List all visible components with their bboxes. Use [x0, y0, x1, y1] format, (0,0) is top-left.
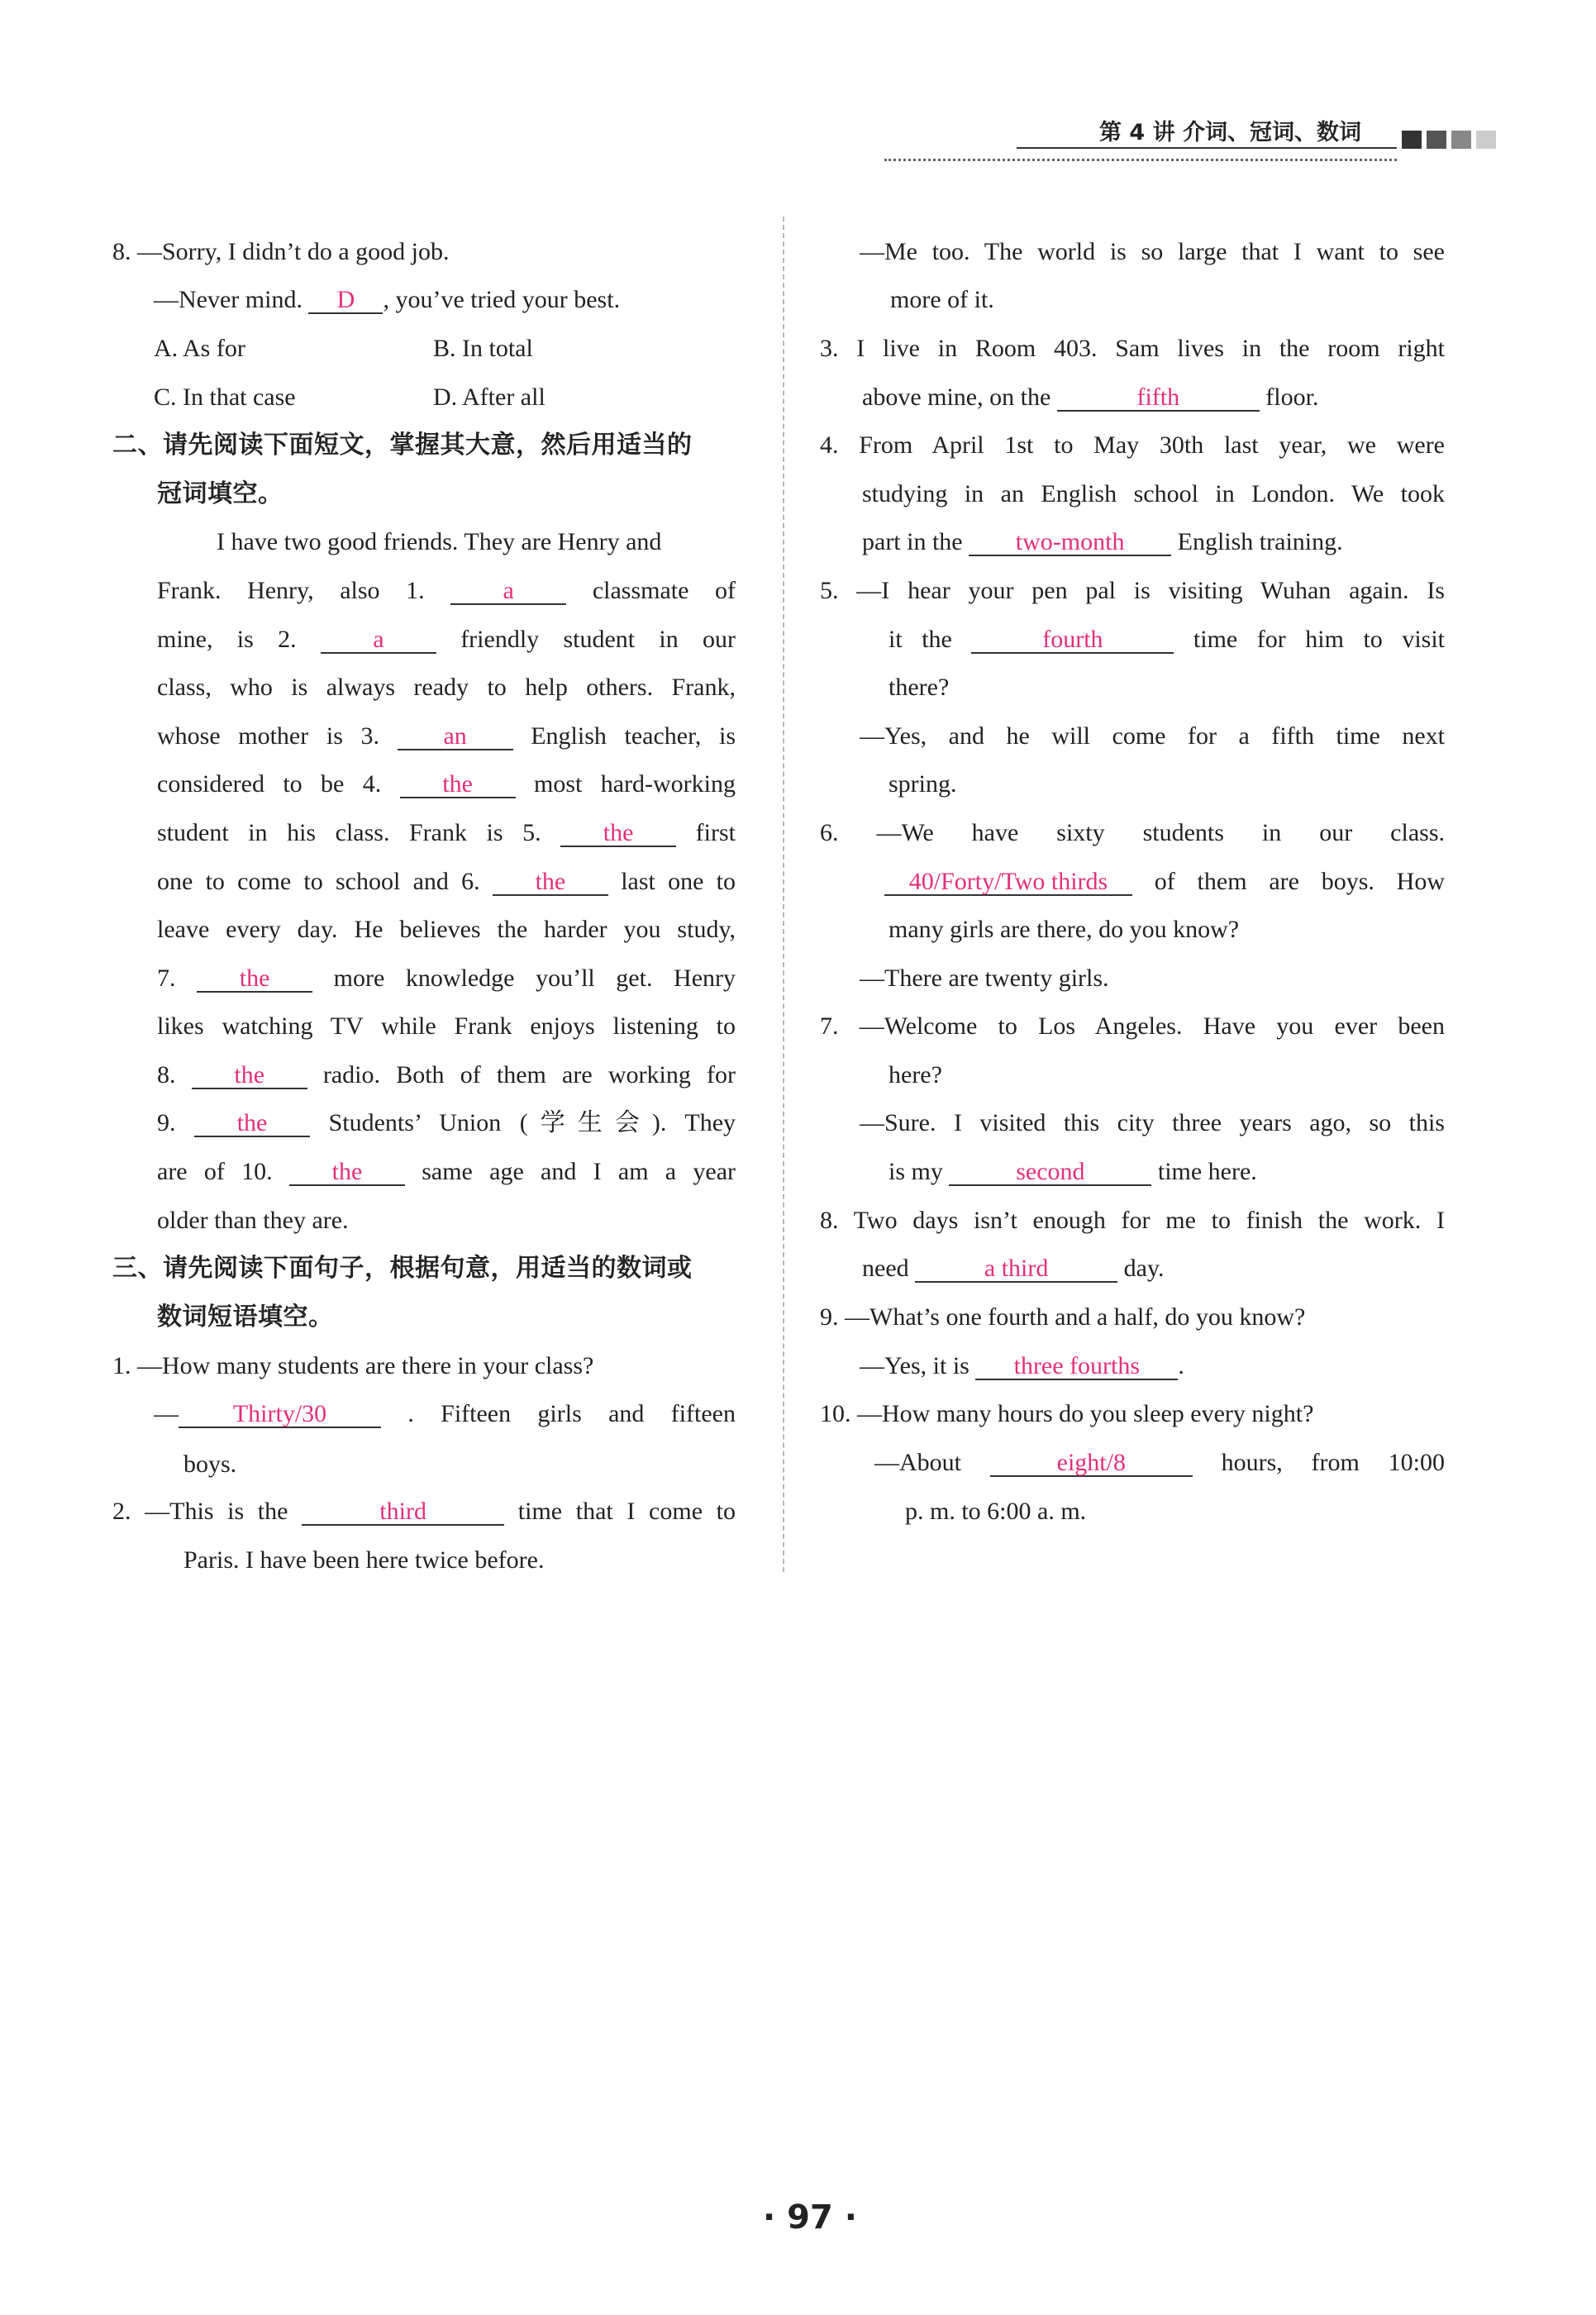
q8r-answer-blank[interactable]: a third	[915, 1256, 1117, 1283]
r-text: —Sure. I visited this city three years ago, so this	[860, 1109, 1445, 1136]
s3-q2-answer-blank[interactable]: third	[302, 1499, 504, 1526]
section3-heading-line1: 三、请先阅读下面句子，根据句意，用适当的数词或	[112, 1254, 693, 1283]
passage-text: leave every day. He believes the harder you study,	[157, 916, 736, 943]
passage-text: friendly student in our	[460, 626, 736, 653]
r-text: —Yes, and he will come for a fifth time next	[860, 722, 1445, 750]
passage-text: 9.	[157, 1109, 176, 1136]
r-q10-line2	[874, 1447, 1445, 1479]
q7-answer-blank[interactable]: second	[949, 1160, 1151, 1186]
r-q6-line3: many girls are there, do you know?	[889, 916, 1240, 943]
passage-line15: older than they are.	[157, 1207, 349, 1234]
r-q3-line1	[820, 333, 1445, 364]
passage-line11	[157, 1011, 736, 1042]
blank-1[interactable]: a	[450, 579, 566, 605]
passage-text: considered to be 4.	[157, 770, 382, 798]
passage-text: mine, is 2.	[157, 626, 297, 653]
column-divider	[783, 217, 784, 1572]
r-text: studying in an English school in London. We took	[862, 480, 1445, 507]
r-text: 6. —We have sixty students in our class.	[820, 819, 1445, 846]
r-q7-text: is my	[889, 1158, 943, 1185]
passage-line3	[157, 624, 736, 655]
q6-answer-blank[interactable]: 40/Forty/Two thirds	[884, 869, 1132, 896]
s3-q2-line2: Paris. I have been here twice before.	[183, 1546, 545, 1574]
r-q8-text: day.	[1123, 1255, 1165, 1282]
s3-q2-text: 2. —This is the	[112, 1498, 288, 1525]
blank-9[interactable]: the	[194, 1111, 310, 1137]
passage-text: student in his class. Frank is 5.	[157, 819, 541, 846]
r-q5-line4	[860, 721, 1445, 752]
s3-q2-text: time that I come to	[517, 1498, 736, 1525]
passage-text: likes watching TV while Frank enjoys listening to	[157, 1012, 736, 1040]
r-text: 7. —Welcome to Los Angeles. Have you ever been	[820, 1012, 1445, 1040]
header-square-1	[1402, 131, 1422, 149]
r-q9-text: —Yes, it is	[860, 1352, 970, 1379]
q8-option-c: C. In that case	[154, 383, 296, 411]
page-number: · 97 ·	[763, 2198, 857, 2236]
r-q7-text: time here.	[1157, 1158, 1257, 1185]
r-q10-line3: p. m. to 6:00 a. m.	[905, 1498, 1087, 1525]
s3-q1-line1: 1. —How many students are there in your class?	[112, 1352, 594, 1379]
q8-option-b: B. In total	[433, 335, 533, 362]
r-q4-line2	[862, 479, 1445, 510]
r-q5-text: it the	[889, 626, 952, 653]
passage-line7	[157, 817, 736, 849]
q4-answer-blank[interactable]: two-month	[969, 530, 1171, 556]
r-q7-line2: here?	[889, 1061, 942, 1088]
r-text: 5. —I hear your pen pal is visiting Wuhan again. Is	[820, 577, 1445, 604]
q9-answer-blank[interactable]: three fourths	[975, 1354, 1178, 1380]
passage-text: class, who is always ready to help others. Frank,	[157, 674, 736, 701]
r-q10-line1: 10. —How many hours do you sleep every night?	[820, 1400, 1314, 1427]
passage-text: same age and I am a year	[422, 1158, 736, 1185]
q8-line2-pre: —Never mind.	[154, 286, 309, 313]
blank-10[interactable]: the	[289, 1160, 405, 1186]
page-header	[1017, 114, 1513, 155]
blank-2[interactable]: a	[321, 627, 436, 654]
r-q3-text: floor.	[1265, 383, 1319, 411]
blank-7[interactable]: the	[197, 966, 312, 993]
r-q8-text: need	[862, 1255, 909, 1282]
r-q5-line3: there?	[889, 674, 950, 701]
r-q4-text: English training.	[1177, 528, 1343, 555]
r-q6-line1	[820, 817, 1445, 849]
s3-q1-text: . Fifteen girls and fifteen	[407, 1400, 736, 1427]
r-q5-line5: spring.	[889, 770, 957, 798]
passage-line6	[157, 769, 736, 800]
passage-line8	[157, 866, 736, 898]
r-text: —Me too. The world is so large that I want to see	[860, 238, 1445, 265]
r-text: 3. I live in Room 403. Sam lives in the room right	[820, 335, 1445, 362]
chapter-title: 第 4 讲 介词、冠词、数词	[1099, 120, 1361, 145]
r-q4-line1	[820, 430, 1445, 461]
blank-8[interactable]: the	[192, 1063, 307, 1089]
r-q7-line1	[820, 1011, 1445, 1042]
r-q10-text: —About	[874, 1449, 961, 1476]
r-line1	[860, 236, 1445, 268]
q3-answer-blank[interactable]: fifth	[1057, 385, 1260, 412]
header-square-2	[1427, 131, 1446, 149]
passage-text: English teacher, is	[531, 722, 736, 750]
r-q5-line1	[820, 575, 1445, 607]
passage-text: first	[695, 819, 736, 846]
section2-heading-line1: 二、请先阅读下面短文，掌握其大意，然后用适当的	[112, 431, 693, 460]
passage-text: 8.	[157, 1061, 176, 1088]
r-q7-line4	[889, 1156, 1257, 1188]
header-rule	[1017, 147, 1397, 149]
blank-4[interactable]: the	[400, 772, 516, 798]
passage-text: 7.	[157, 965, 176, 992]
header-square-4	[1476, 131, 1496, 149]
passage-text: are of 10.	[157, 1158, 273, 1185]
s3-q1-answer-blank[interactable]: Thirty/30	[179, 1402, 381, 1428]
section3-heading-line2: 数词短语填空。	[157, 1303, 334, 1331]
passage-text: one to come to school and 6.	[157, 868, 480, 895]
passage-line4	[157, 672, 736, 703]
r-q5-text: time for him to visit	[1193, 626, 1445, 653]
s3-q1-line3: boys.	[183, 1450, 237, 1478]
blank-3[interactable]: an	[398, 724, 513, 750]
passage-text: radio. Both of them are working for	[322, 1061, 736, 1088]
r-q4-line3	[862, 526, 1343, 558]
s3-q1-line2	[154, 1398, 736, 1430]
passage-text: Students’ Union (学生会). They	[328, 1109, 736, 1136]
s3-q2-line1	[112, 1496, 736, 1527]
r-q5-line2	[889, 624, 1445, 655]
header-square-decoration	[1402, 131, 1501, 149]
r-q8-line2	[862, 1253, 1165, 1284]
r-q9-line1: 9. —What’s one fourth and a half, do you know?	[820, 1303, 1306, 1331]
r-q6-line4: —There are twenty girls.	[860, 965, 1109, 992]
r-q9-line2	[860, 1350, 1184, 1382]
passage-line13	[157, 1107, 736, 1139]
passage-text: classmate of	[592, 577, 736, 604]
passage-text: last one to	[621, 868, 736, 895]
passage-text: most hard-working	[533, 770, 736, 798]
r-q3-text: above mine, on the	[862, 383, 1051, 411]
r-q4-text: part in the	[862, 528, 963, 555]
section2-heading-line2: 冠词填空。	[157, 479, 283, 508]
r-text: 8. Two days isn’t enough for me to finish the work. I	[820, 1207, 1445, 1234]
header-dotted-rule	[884, 159, 1397, 161]
r-q7-line3	[860, 1107, 1445, 1139]
q8-line1: 8. —Sorry, I didn’t do a good job.	[112, 238, 450, 265]
passage-line2	[157, 575, 736, 607]
q8-option-d: D. After all	[433, 383, 545, 411]
watermark-decoration	[289, 1785, 537, 1868]
q5-answer-blank[interactable]: fourth	[971, 627, 1174, 654]
r-q6-text: of them are boys. How	[1154, 868, 1445, 895]
r-q8-line1	[820, 1205, 1445, 1236]
q10-answer-blank[interactable]: eight/8	[990, 1450, 1193, 1477]
passage-line5	[157, 721, 736, 752]
r-line2: more of it.	[890, 286, 994, 313]
passage-text: more knowledge you’ll get. Henry	[333, 965, 736, 992]
passage-text: Frank. Henry, also 1.	[157, 577, 425, 604]
s3-q1-dash: —	[154, 1400, 179, 1427]
q8-line2	[154, 284, 620, 316]
blank-5[interactable]: the	[560, 821, 676, 847]
blank-6[interactable]: the	[493, 869, 608, 896]
q8-option-a: A. As for	[154, 335, 245, 362]
header-square-3	[1451, 131, 1471, 149]
r-q6-line2	[884, 866, 1445, 898]
passage-line10	[157, 963, 736, 994]
r-q10-text: hours, from 10:00	[1221, 1449, 1445, 1476]
passage-line1: I have two good friends. They are Henry and	[217, 528, 662, 555]
q8-line2-post: , you’ve tried your best.	[383, 286, 621, 313]
passage-text: whose mother is 3.	[157, 722, 379, 750]
passage-line12	[157, 1060, 736, 1091]
passage-line9	[157, 914, 736, 946]
q8-answer-blank[interactable]: D	[308, 288, 383, 314]
r-q9-text: .	[1178, 1352, 1184, 1379]
r-text: 4. From April 1st to May 30th last year, we were	[820, 431, 1445, 459]
r-q3-line2	[862, 382, 1318, 413]
passage-line14	[157, 1156, 736, 1188]
